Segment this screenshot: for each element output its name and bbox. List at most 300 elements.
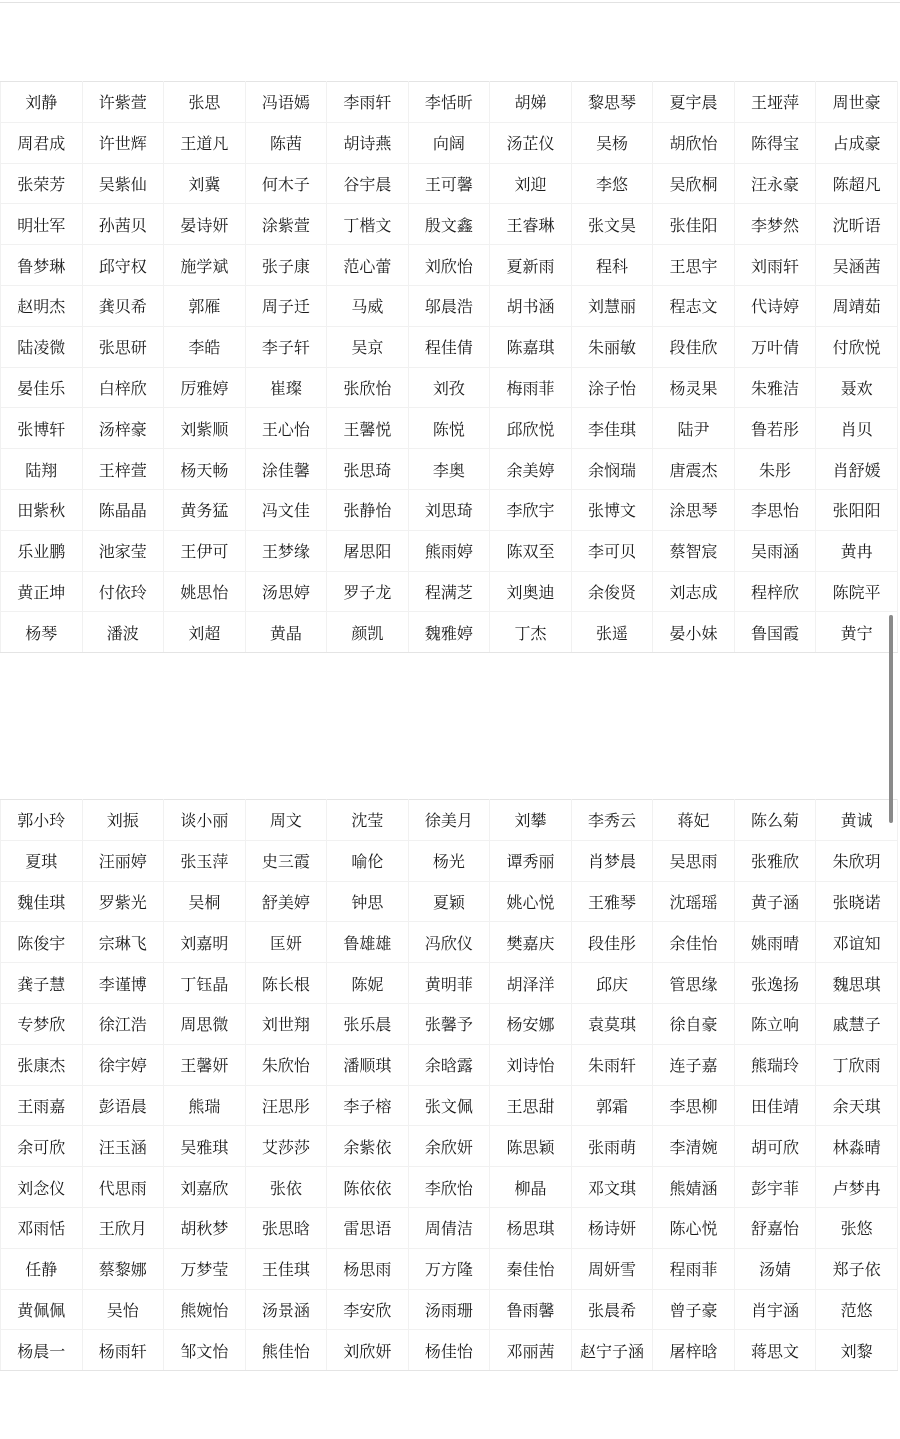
name-cell: 殷文鑫: [408, 204, 490, 245]
name-cell: 肖宇涵: [734, 1289, 816, 1330]
name-cell: 张佳阳: [653, 204, 735, 245]
name-cell: 许世辉: [82, 122, 164, 163]
name-cell: 朱欣怡: [245, 1044, 327, 1085]
name-cell: 鲁雨馨: [490, 1289, 572, 1330]
name-cell: 屠梓晗: [653, 1330, 735, 1371]
name-cell: 李谨博: [82, 963, 164, 1004]
name-cell: 代诗婷: [734, 285, 816, 326]
name-cell: 何木子: [245, 163, 327, 204]
name-cell: 李思怡: [734, 489, 816, 530]
name-cell: 任静: [1, 1248, 83, 1289]
name-cell: 沈昕语: [816, 204, 898, 245]
name-cell: 晏小妹: [653, 612, 735, 653]
table-row: [1, 245, 898, 286]
name-cell: 姚心悦: [490, 881, 572, 922]
name-cell: 涂子怡: [571, 367, 653, 408]
name-cell: 万梦莹: [164, 1248, 246, 1289]
name-cell: 专梦欣: [1, 1003, 83, 1044]
name-cell: 钟思: [327, 881, 409, 922]
name-cell: 池家莹: [82, 530, 164, 571]
table-row: [1, 963, 898, 1004]
name-cell: 乐业鹏: [1, 530, 83, 571]
name-cell: 刘攀: [490, 800, 572, 841]
name-cell: 张康杰: [1, 1044, 83, 1085]
name-cell: 夏颖: [408, 881, 490, 922]
name-cell: 王心怡: [245, 408, 327, 449]
name-cell: 陈双至: [490, 530, 572, 571]
name-cell: 夏琪: [1, 840, 83, 881]
name-cell: 王睿琳: [490, 204, 572, 245]
name-cell: 李安欣: [327, 1289, 409, 1330]
name-cell: 万方隆: [408, 1248, 490, 1289]
name-cell: 丁楷文: [327, 204, 409, 245]
name-cell: 曾子豪: [653, 1289, 735, 1330]
name-cell: 杨灵果: [653, 367, 735, 408]
name-cell: 崔璨: [245, 367, 327, 408]
name-cell: 刘嘉明: [164, 922, 246, 963]
name-cell: 陈心悦: [653, 1207, 735, 1248]
name-cell: 汤梓豪: [82, 408, 164, 449]
name-cell: 谈小丽: [164, 800, 246, 841]
name-cell: 赵宁子涵: [571, 1330, 653, 1371]
name-cell: 刘思琦: [408, 489, 490, 530]
name-cell: 邹文怡: [164, 1330, 246, 1371]
name-cell: 周妍雪: [571, 1248, 653, 1289]
name-cell: 鲁国霞: [734, 612, 816, 653]
name-cell: 颜凯: [327, 612, 409, 653]
name-cell: 陆凌微: [1, 326, 83, 367]
table-row: [1, 571, 898, 612]
name-cell: 黄子涵: [734, 881, 816, 922]
name-cell: 李清婉: [653, 1126, 735, 1167]
name-cell: 杨天畅: [164, 449, 246, 490]
name-cell: 龚贝希: [82, 285, 164, 326]
name-cell: 张依: [245, 1167, 327, 1208]
name-cell: 王雨嘉: [1, 1085, 83, 1126]
name-cell: 魏佳琪: [1, 881, 83, 922]
scrollbar-thumb[interactable]: [889, 615, 893, 823]
name-cell: 陈长根: [245, 963, 327, 1004]
name-cell: 刘志成: [653, 571, 735, 612]
name-cell: 张文昊: [571, 204, 653, 245]
name-cell: 李佳琪: [571, 408, 653, 449]
name-cell: 罗子龙: [327, 571, 409, 612]
name-cell: 杨光: [408, 840, 490, 881]
table-row: [1, 285, 898, 326]
name-cell: 陈嘉琪: [490, 326, 572, 367]
name-cell: 陈俊宇: [1, 922, 83, 963]
table-row: [1, 82, 898, 123]
name-cell: 刘欣妍: [327, 1330, 409, 1371]
name-cell: 舒美婷: [245, 881, 327, 922]
name-cell: 邬晨浩: [408, 285, 490, 326]
name-cell: 王欣月: [82, 1207, 164, 1248]
name-cell: 黄佩佩: [1, 1289, 83, 1330]
name-cell: 胡书涵: [490, 285, 572, 326]
name-cell: 张遥: [571, 612, 653, 653]
name-cell: 刘雨轩: [734, 245, 816, 286]
name-cell: 周世豪: [816, 82, 898, 123]
name-cell: 丁杰: [490, 612, 572, 653]
name-cell: 向阔: [408, 122, 490, 163]
name-cell: 朱雅洁: [734, 367, 816, 408]
name-cell: 余可欣: [1, 1126, 83, 1167]
name-cell: 熊瑞: [164, 1085, 246, 1126]
name-cell: 管思缘: [653, 963, 735, 1004]
name-cell: 刘振: [82, 800, 164, 841]
name-cell: 张晨希: [571, 1289, 653, 1330]
name-cell: 余晗露: [408, 1044, 490, 1085]
table-row: [1, 204, 898, 245]
name-cell: 汤雨珊: [408, 1289, 490, 1330]
table-row: [1, 122, 898, 163]
name-cell: 陈超凡: [816, 163, 898, 204]
name-cell: 潘波: [82, 612, 164, 653]
name-cell: 程佳倩: [408, 326, 490, 367]
name-cell: 孙茜贝: [82, 204, 164, 245]
name-cell: 吴紫仙: [82, 163, 164, 204]
name-cell: 程雨菲: [653, 1248, 735, 1289]
name-cell: 熊雨婷: [408, 530, 490, 571]
name-cell: 陆尹: [653, 408, 735, 449]
name-cell: 邱守权: [82, 245, 164, 286]
name-cell: 程志文: [653, 285, 735, 326]
name-cell: 刘静: [1, 82, 83, 123]
name-cell: 陈茜: [245, 122, 327, 163]
name-cell: 周靖茹: [816, 285, 898, 326]
name-cell: 汤景涵: [245, 1289, 327, 1330]
name-cell: 杨安娜: [490, 1003, 572, 1044]
table-row: [1, 1003, 898, 1044]
name-cell: 杨琴: [1, 612, 83, 653]
name-cell: 余悯瑞: [571, 449, 653, 490]
name-cell: 陈悦: [408, 408, 490, 449]
name-cell: 王可馨: [408, 163, 490, 204]
name-cell: 汪思彤: [245, 1085, 327, 1126]
name-cell: 熊婧涵: [653, 1167, 735, 1208]
name-cell: 邓雨恬: [1, 1207, 83, 1248]
name-cell: 彭语晨: [82, 1085, 164, 1126]
name-cell: 田佳靖: [734, 1085, 816, 1126]
name-cell: 邓丽茜: [490, 1330, 572, 1371]
name-cell: 舒嘉怡: [734, 1207, 816, 1248]
name-cell: 张逸扬: [734, 963, 816, 1004]
name-cell: 樊嘉庆: [490, 922, 572, 963]
name-cell: 张静怡: [327, 489, 409, 530]
name-cell: 肖梦晨: [571, 840, 653, 881]
name-cell: 熊婉怡: [164, 1289, 246, 1330]
name-cell: 汤芷仪: [490, 122, 572, 163]
name-cell: 李子轩: [245, 326, 327, 367]
name-cell: 戚慧子: [816, 1003, 898, 1044]
name-cell: 刘孜: [408, 367, 490, 408]
name-cell: 周思微: [164, 1003, 246, 1044]
name-cell: 付依玲: [82, 571, 164, 612]
name-cell: 汪玉涵: [82, 1126, 164, 1167]
name-cell: 吴桐: [164, 881, 246, 922]
top-divider: [0, 2, 900, 3]
name-cell: 王梓萱: [82, 449, 164, 490]
name-cell: 蔡智宸: [653, 530, 735, 571]
name-cell: 龚子慧: [1, 963, 83, 1004]
name-cell: 涂紫萱: [245, 204, 327, 245]
name-cell: 朱彤: [734, 449, 816, 490]
name-cell: 魏雅婷: [408, 612, 490, 653]
name-cell: 汪永豪: [734, 163, 816, 204]
name-cell: 汤婧: [734, 1248, 816, 1289]
name-cell: 陈依依: [327, 1167, 409, 1208]
name-cell: 郭霜: [571, 1085, 653, 1126]
name-cell: 吴欣桐: [653, 163, 735, 204]
name-cell: 徐江浩: [82, 1003, 164, 1044]
name-cell: 王思宇: [653, 245, 735, 286]
name-cell: 程科: [571, 245, 653, 286]
name-cell: 邓文琪: [571, 1167, 653, 1208]
name-cell: 徐宇婷: [82, 1044, 164, 1085]
name-cell: 张晓诺: [816, 881, 898, 922]
name-cell: 丁欣雨: [816, 1044, 898, 1085]
name-cell: 王梦缘: [245, 530, 327, 571]
name-table-2: [0, 799, 898, 1371]
name-cell: 王思甜: [490, 1085, 572, 1126]
name-cell: 田紫秋: [1, 489, 83, 530]
name-cell: 宗琳飞: [82, 922, 164, 963]
name-cell: 余紫依: [327, 1126, 409, 1167]
name-cell: 周倩洁: [408, 1207, 490, 1248]
name-cell: 邱庆: [571, 963, 653, 1004]
name-cell: 鲁若彤: [734, 408, 816, 449]
name-table-1: [0, 81, 898, 653]
name-cell: 李欣怡: [408, 1167, 490, 1208]
name-cell: 厉雅婷: [164, 367, 246, 408]
name-cell: 陆翔: [1, 449, 83, 490]
name-cell: 王馨妍: [164, 1044, 246, 1085]
name-cell: 邱欣悦: [490, 408, 572, 449]
table-row: [1, 1126, 898, 1167]
name-cell: 李思柳: [653, 1085, 735, 1126]
name-cell: 沈莹: [327, 800, 409, 841]
name-cell: 余天琪: [816, 1085, 898, 1126]
name-cell: 张文佩: [408, 1085, 490, 1126]
name-cell: 汤思婷: [245, 571, 327, 612]
name-cell: 李恬昕: [408, 82, 490, 123]
name-cell: 蒋思文: [734, 1330, 816, 1371]
table-row: [1, 326, 898, 367]
name-cell: 肖舒媛: [816, 449, 898, 490]
name-cell: 张博文: [571, 489, 653, 530]
table-row: [1, 1167, 898, 1208]
name-cell: 林淼晴: [816, 1126, 898, 1167]
name-cell: 冯语嫣: [245, 82, 327, 123]
name-cell: 丁钰晶: [164, 963, 246, 1004]
name-cell: 冯文佳: [245, 489, 327, 530]
name-cell: 吴怡: [82, 1289, 164, 1330]
name-cell: 陈么菊: [734, 800, 816, 841]
name-cell: 罗紫光: [82, 881, 164, 922]
name-cell: 梅雨菲: [490, 367, 572, 408]
name-cell: 史三霞: [245, 840, 327, 881]
name-cell: 黄务猛: [164, 489, 246, 530]
name-cell: 彭宇菲: [734, 1167, 816, 1208]
name-cell: 徐美月: [408, 800, 490, 841]
name-cell: 张馨予: [408, 1003, 490, 1044]
table-row: [1, 408, 898, 449]
name-cell: 杨佳怡: [408, 1330, 490, 1371]
name-cell: 程梓欣: [734, 571, 816, 612]
name-cell: 张思研: [82, 326, 164, 367]
table-row: [1, 922, 898, 963]
table-row: [1, 840, 898, 881]
table-row: [1, 489, 898, 530]
name-cell: 范心蕾: [327, 245, 409, 286]
name-cell: 白梓欣: [82, 367, 164, 408]
name-cell: 程满芝: [408, 571, 490, 612]
name-cell: 王道凡: [164, 122, 246, 163]
name-cell: 王伊可: [164, 530, 246, 571]
name-cell: 黄正坤: [1, 571, 83, 612]
name-cell: 周君成: [1, 122, 83, 163]
name-cell: 范悠: [816, 1289, 898, 1330]
name-cell: 杨思琪: [490, 1207, 572, 1248]
name-cell: 刘世翔: [245, 1003, 327, 1044]
name-cell: 段佳欣: [653, 326, 735, 367]
name-cell: 余俊贤: [571, 571, 653, 612]
name-cell: 魏思琪: [816, 963, 898, 1004]
name-cell: 黄晶: [245, 612, 327, 653]
name-cell: 黎思琴: [571, 82, 653, 123]
name-cell: 张雨萌: [571, 1126, 653, 1167]
name-cell: 李欣宇: [490, 489, 572, 530]
name-cell: 朱雨轩: [571, 1044, 653, 1085]
name-cell: 吴京: [327, 326, 409, 367]
name-cell: 余欣妍: [408, 1126, 490, 1167]
name-cell: 谷宇晨: [327, 163, 409, 204]
name-cell: 杨诗妍: [571, 1207, 653, 1248]
name-cell: 陈得宝: [734, 122, 816, 163]
name-cell: 喻伦: [327, 840, 409, 881]
name-cell: 夏宇晨: [653, 82, 735, 123]
name-cell: 余佳怡: [653, 922, 735, 963]
name-cell: 屠思阳: [327, 530, 409, 571]
name-cell: 张欣怡: [327, 367, 409, 408]
name-cell: 马威: [327, 285, 409, 326]
name-cell: 郑子依: [816, 1248, 898, 1289]
name-cell: 熊瑞玲: [734, 1044, 816, 1085]
name-cell: 吴雅琪: [164, 1126, 246, 1167]
name-cell: 刘冀: [164, 163, 246, 204]
name-cell: 胡可欣: [734, 1126, 816, 1167]
name-cell: 代思雨: [82, 1167, 164, 1208]
name-cell: 朱欣玥: [816, 840, 898, 881]
name-cell: 刘紫顺: [164, 408, 246, 449]
name-cell: 余美婷: [490, 449, 572, 490]
name-cell: 李奥: [408, 449, 490, 490]
name-cell: 鲁梦琳: [1, 245, 83, 286]
name-cell: 胡娣: [490, 82, 572, 123]
name-cell: 杨雨轩: [82, 1330, 164, 1371]
name-cell: 王雅琴: [571, 881, 653, 922]
name-cell: 刘超: [164, 612, 246, 653]
name-cell: 段佳彤: [571, 922, 653, 963]
name-cell: 张雅欣: [734, 840, 816, 881]
name-cell: 张乐晨: [327, 1003, 409, 1044]
name-cell: 李雨轩: [327, 82, 409, 123]
table-row: [1, 612, 898, 653]
name-cell: 胡欣怡: [653, 122, 735, 163]
name-cell: 吴思雨: [653, 840, 735, 881]
name-cell: 黄明菲: [408, 963, 490, 1004]
name-cell: 黄诚: [816, 800, 898, 841]
table-row: [1, 1207, 898, 1248]
name-cell: 姚思怡: [164, 571, 246, 612]
name-cell: 潘顺琪: [327, 1044, 409, 1085]
name-cell: 张思晗: [245, 1207, 327, 1248]
name-cell: 王佳琪: [245, 1248, 327, 1289]
name-cell: 刘迎: [490, 163, 572, 204]
name-cell: 李可贝: [571, 530, 653, 571]
name-cell: 王馨悦: [327, 408, 409, 449]
table-row: [1, 367, 898, 408]
name-cell: 胡秋梦: [164, 1207, 246, 1248]
name-cell: 周文: [245, 800, 327, 841]
name-cell: 陈思颖: [490, 1126, 572, 1167]
name-cell: 秦佳怡: [490, 1248, 572, 1289]
name-cell: 黄宁: [816, 612, 898, 653]
name-cell: 李梦然: [734, 204, 816, 245]
name-cell: 李皓: [164, 326, 246, 367]
table-row: [1, 1330, 898, 1371]
name-cell: 胡诗燕: [327, 122, 409, 163]
name-cell: 聂欢: [816, 367, 898, 408]
name-cell: 张悠: [816, 1207, 898, 1248]
name-cell: 吴涵茜: [816, 245, 898, 286]
name-cell: 唐震杰: [653, 449, 735, 490]
name-cell: 李秀云: [571, 800, 653, 841]
name-cell: 艾莎莎: [245, 1126, 327, 1167]
name-cell: 黄冉: [816, 530, 898, 571]
name-cell: 张玉萍: [164, 840, 246, 881]
name-cell: 施学斌: [164, 245, 246, 286]
table-row: [1, 1289, 898, 1330]
name-cell: 蔡黎娜: [82, 1248, 164, 1289]
name-cell: 谭秀丽: [490, 840, 572, 881]
name-cell: 陈立响: [734, 1003, 816, 1044]
name-cell: 邓谊知: [816, 922, 898, 963]
table-row: [1, 1085, 898, 1126]
name-cell: 冯欣仪: [408, 922, 490, 963]
name-cell: 卢梦冉: [816, 1167, 898, 1208]
name-cell: 朱丽敏: [571, 326, 653, 367]
name-cell: 付欣悦: [816, 326, 898, 367]
name-cell: 雷思语: [327, 1207, 409, 1248]
name-cell: 吴雨涵: [734, 530, 816, 571]
table-row: [1, 800, 898, 841]
name-cell: 胡泽洋: [490, 963, 572, 1004]
name-cell: 匡妍: [245, 922, 327, 963]
name-cell: 张思: [164, 82, 246, 123]
name-cell: 晏诗妍: [164, 204, 246, 245]
name-cell: 杨思雨: [327, 1248, 409, 1289]
name-cell: 刘黎: [816, 1330, 898, 1371]
name-cell: 张思琦: [327, 449, 409, 490]
name-cell: 杨晨一: [1, 1330, 83, 1371]
name-cell: 涂佳馨: [245, 449, 327, 490]
name-cell: 张子康: [245, 245, 327, 286]
name-cell: 王垭萍: [734, 82, 816, 123]
name-cell: 许紫萱: [82, 82, 164, 123]
name-cell: 陈院平: [816, 571, 898, 612]
name-cell: 占成豪: [816, 122, 898, 163]
